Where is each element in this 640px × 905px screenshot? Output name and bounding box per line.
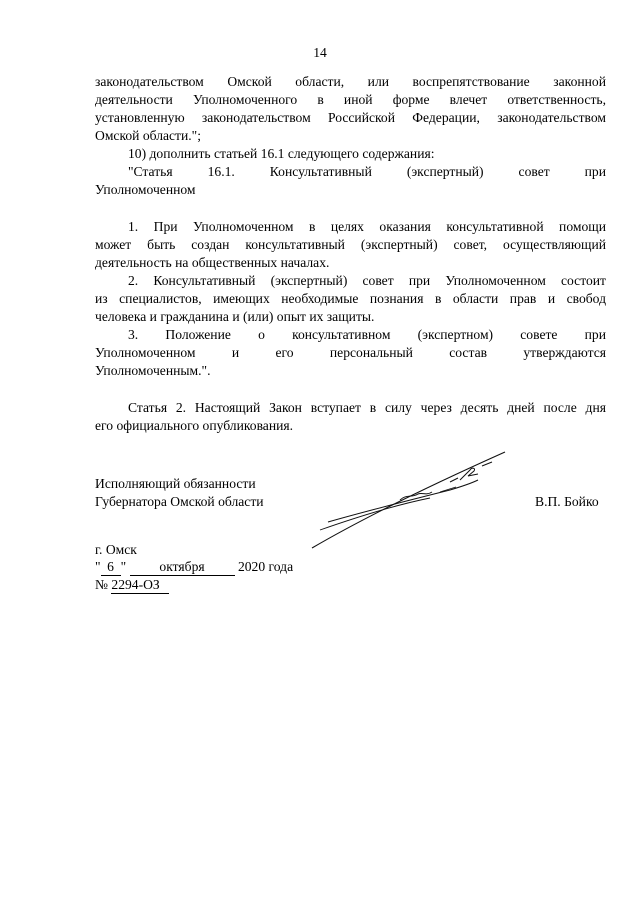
clause-3-line-2: Уполномоченном и его персональный состав утверждаются xyxy=(95,345,606,360)
article-2-line-1: Статья 2. Настоящий Закон вступает в силу через десять дней после дня xyxy=(128,400,606,415)
clause-2-line-2: из специалистов, имеющих необходимые познания в области прав и свобод xyxy=(95,291,606,306)
signatory-title xyxy=(95,475,264,511)
handwritten-signature xyxy=(300,440,510,555)
number-prefix: № xyxy=(95,577,108,592)
article-heading-line-2: Уполномоченном xyxy=(95,182,196,197)
law-number: 2294-ОЗ xyxy=(111,576,169,594)
paragraph-1-line-1: законодательством Омской области, или воспрепятствование законной xyxy=(95,74,606,89)
signatory-title-line-1: Исполняющий обязанности xyxy=(95,476,256,491)
clause-1-line-2: может быть создан консультативный (экспертный) совет, осуществляющий xyxy=(95,237,606,252)
article-heading xyxy=(95,163,606,199)
date-day: 6 xyxy=(101,558,121,576)
place-and-date xyxy=(95,541,293,594)
paragraph-1-line-4: Омской области."; xyxy=(95,128,202,143)
article-2 xyxy=(95,399,606,435)
paragraph-1 xyxy=(95,73,606,145)
clause-3-line-3: Уполномоченным.". xyxy=(95,363,211,378)
document-body xyxy=(95,73,606,435)
clause-2-line-3: человека и гражданина и (или) опыт их защиты. xyxy=(95,309,375,324)
paragraph-1-line-3: установленную законодательством Российской Федерации, законодательством xyxy=(95,110,606,125)
paragraph-1-line-2: деятельности Уполномоченного в иной форме влечет ответственность, xyxy=(95,92,606,107)
clause-3 xyxy=(95,326,606,380)
city: г. Омск xyxy=(95,542,137,557)
clause-2-line-1: 2. Консультативный (экспертный) совет при Уполномоченном состоит xyxy=(128,273,606,288)
clause-3-line-1: 3. Положение о консультативном (экспертном) совете при xyxy=(128,327,606,342)
paragraph-2: 10) дополнить статьей 16.1 следующего содержания: xyxy=(128,146,435,161)
clause-1-line-3: деятельность на общественных началах. xyxy=(95,255,330,270)
date-line: " 6 " октября 2020 года xyxy=(95,559,294,574)
clause-1-line-1: 1. При Уполномоченном в целях оказания консультативной помощи xyxy=(128,219,606,234)
signatory-name: В.П. Бойко xyxy=(535,494,599,509)
clause-2 xyxy=(95,272,606,326)
date-year: 2020 года xyxy=(237,559,294,574)
date-month: октября xyxy=(130,558,235,576)
clause-1 xyxy=(95,218,606,272)
law-number-line xyxy=(95,576,293,594)
signatory-title-line-2: Губернатора Омской области xyxy=(95,494,264,509)
article-heading-line-1: "Статья 16.1. Консультативный (экспертный) совет при xyxy=(128,164,606,179)
article-2-line-2: его официального опубликования. xyxy=(95,418,294,433)
page-number: 14 xyxy=(313,45,327,60)
